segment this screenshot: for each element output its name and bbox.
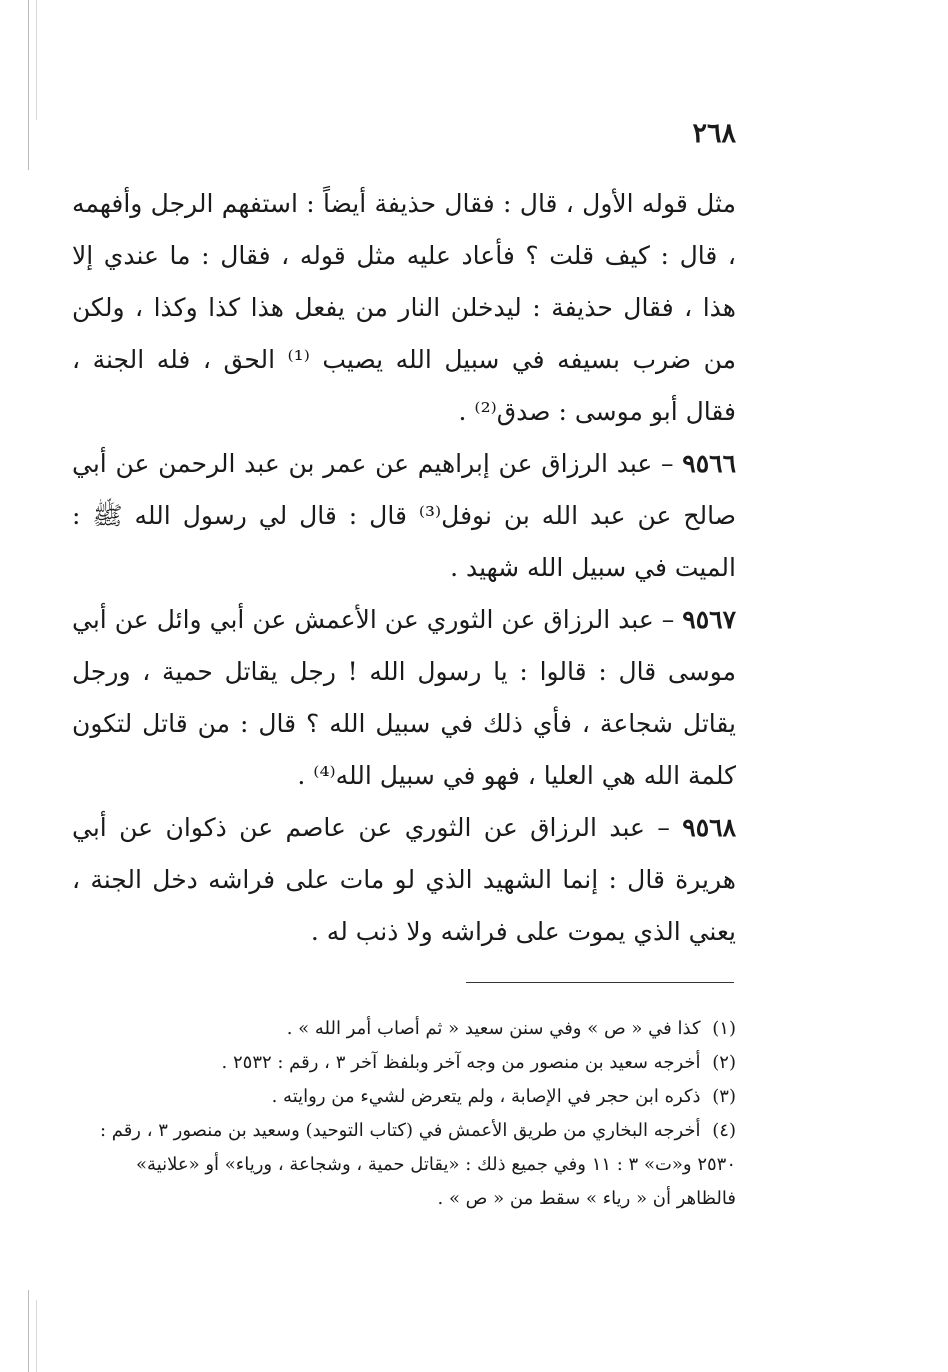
hadith-number: ٩٥٦٧ — [682, 605, 736, 634]
hadith-entry — [72, 594, 736, 802]
paragraph-continuation — [72, 178, 736, 438]
hadith-entry — [72, 802, 736, 958]
hadith-text: – عبد الرزاق عن الثوري عن الأعمش عن أبي وائل عن أبي موسى قال : قالوا : يا رسول الله ! رجل يقاتل حمية ، ورجل يقاتل شجاعة ، فأي ذلك في سبيل الله ؟ قال : من قاتل لتكون كلمة الله هي العليا ، فهو في سبيل الله⁽⁴⁾ . — [72, 605, 736, 790]
paragraph-text — [72, 802, 736, 958]
footnotes — [72, 1012, 736, 1216]
scan-edge-line — [28, 1290, 29, 1372]
hadith-number: ٩٥٦٨ — [682, 813, 736, 842]
footnote-text: ذكره ابن حجر في الإصابة ، ولم يتعرض لشيء من روايته . — [271, 1086, 701, 1107]
footnote-text: أخرجه البخاري من طريق الأعمش في (كتاب التوحيد) وسعيد بن منصور ٣ ، رقم : ٢٥٣٠ و«ت» ٣ : ١١ وفي جميع ذلك : «يقاتل حمية ، وشجاعة ، ورياء» أو «علانية» فالظاهر أن « رياء » سقط من « ص » . — [99, 1120, 736, 1209]
scan-edge-line — [36, 0, 37, 120]
footnote — [72, 1012, 736, 1046]
footnote-text: أخرجه سعيد بن منصور من وجه آخر وبلفظ آخر ٣ ، رقم : ٢٥٣٢ . — [221, 1052, 701, 1073]
hadith-entry — [72, 438, 736, 594]
paragraph-text: مثل قوله الأول ، قال : فقال حذيفة أيضاً : استفهم الرجل وأفهمه ، قال : كيف قلت ؟ فأعاد عليه مثل قوله ، فقال : ما عندي إلا هذا ، فقال حذيفة : ليدخلن النار من يفعل هذا كذا وكذا ، ولكن من ضرب بسيفه في سبيل الله يصيب ⁽¹⁾ الحق ، فله الجنة ، فقال أبو موسى : صدق⁽²⁾ . — [72, 189, 736, 426]
footnote-number: (٣) — [712, 1086, 736, 1107]
footnote — [72, 1114, 736, 1216]
scan-edge-line — [36, 1300, 37, 1372]
paragraph-text — [72, 438, 736, 594]
footnote — [72, 1046, 736, 1080]
footnote — [72, 1080, 736, 1114]
hadith-number: ٩٥٦٦ — [682, 449, 736, 478]
footnote-number: (٢) — [712, 1052, 736, 1073]
footnote-separator — [466, 982, 734, 983]
footnote-number: (١) — [712, 1018, 736, 1039]
paragraph-text — [72, 594, 736, 802]
hadith-text: – عبد الرزاق عن الثوري عن عاصم عن ذكوان عن أبي هريرة قال : إنما الشهيد الذي لو مات على فراشه دخل الجنة ، يعني الذي يموت على فراشه ولا ذنب له . — [72, 813, 736, 946]
footnote-number: (٤) — [712, 1120, 736, 1141]
footnote-text: كذا في « ص » وفي سنن سعيد « ثم أصاب أمر الله » . — [286, 1018, 701, 1039]
hadith-text: – عبد الرزاق عن إبراهيم عن عمر بن عبد الرحمن عن أبي صالح عن عبد الله بن نوفل⁽³⁾ قال : قال لي رسول الله ﷺ : الميت في سبيل الله شهيد . — [72, 449, 736, 582]
scan-edge-line — [28, 0, 29, 170]
page-number: ٢٦٨ — [692, 118, 736, 149]
